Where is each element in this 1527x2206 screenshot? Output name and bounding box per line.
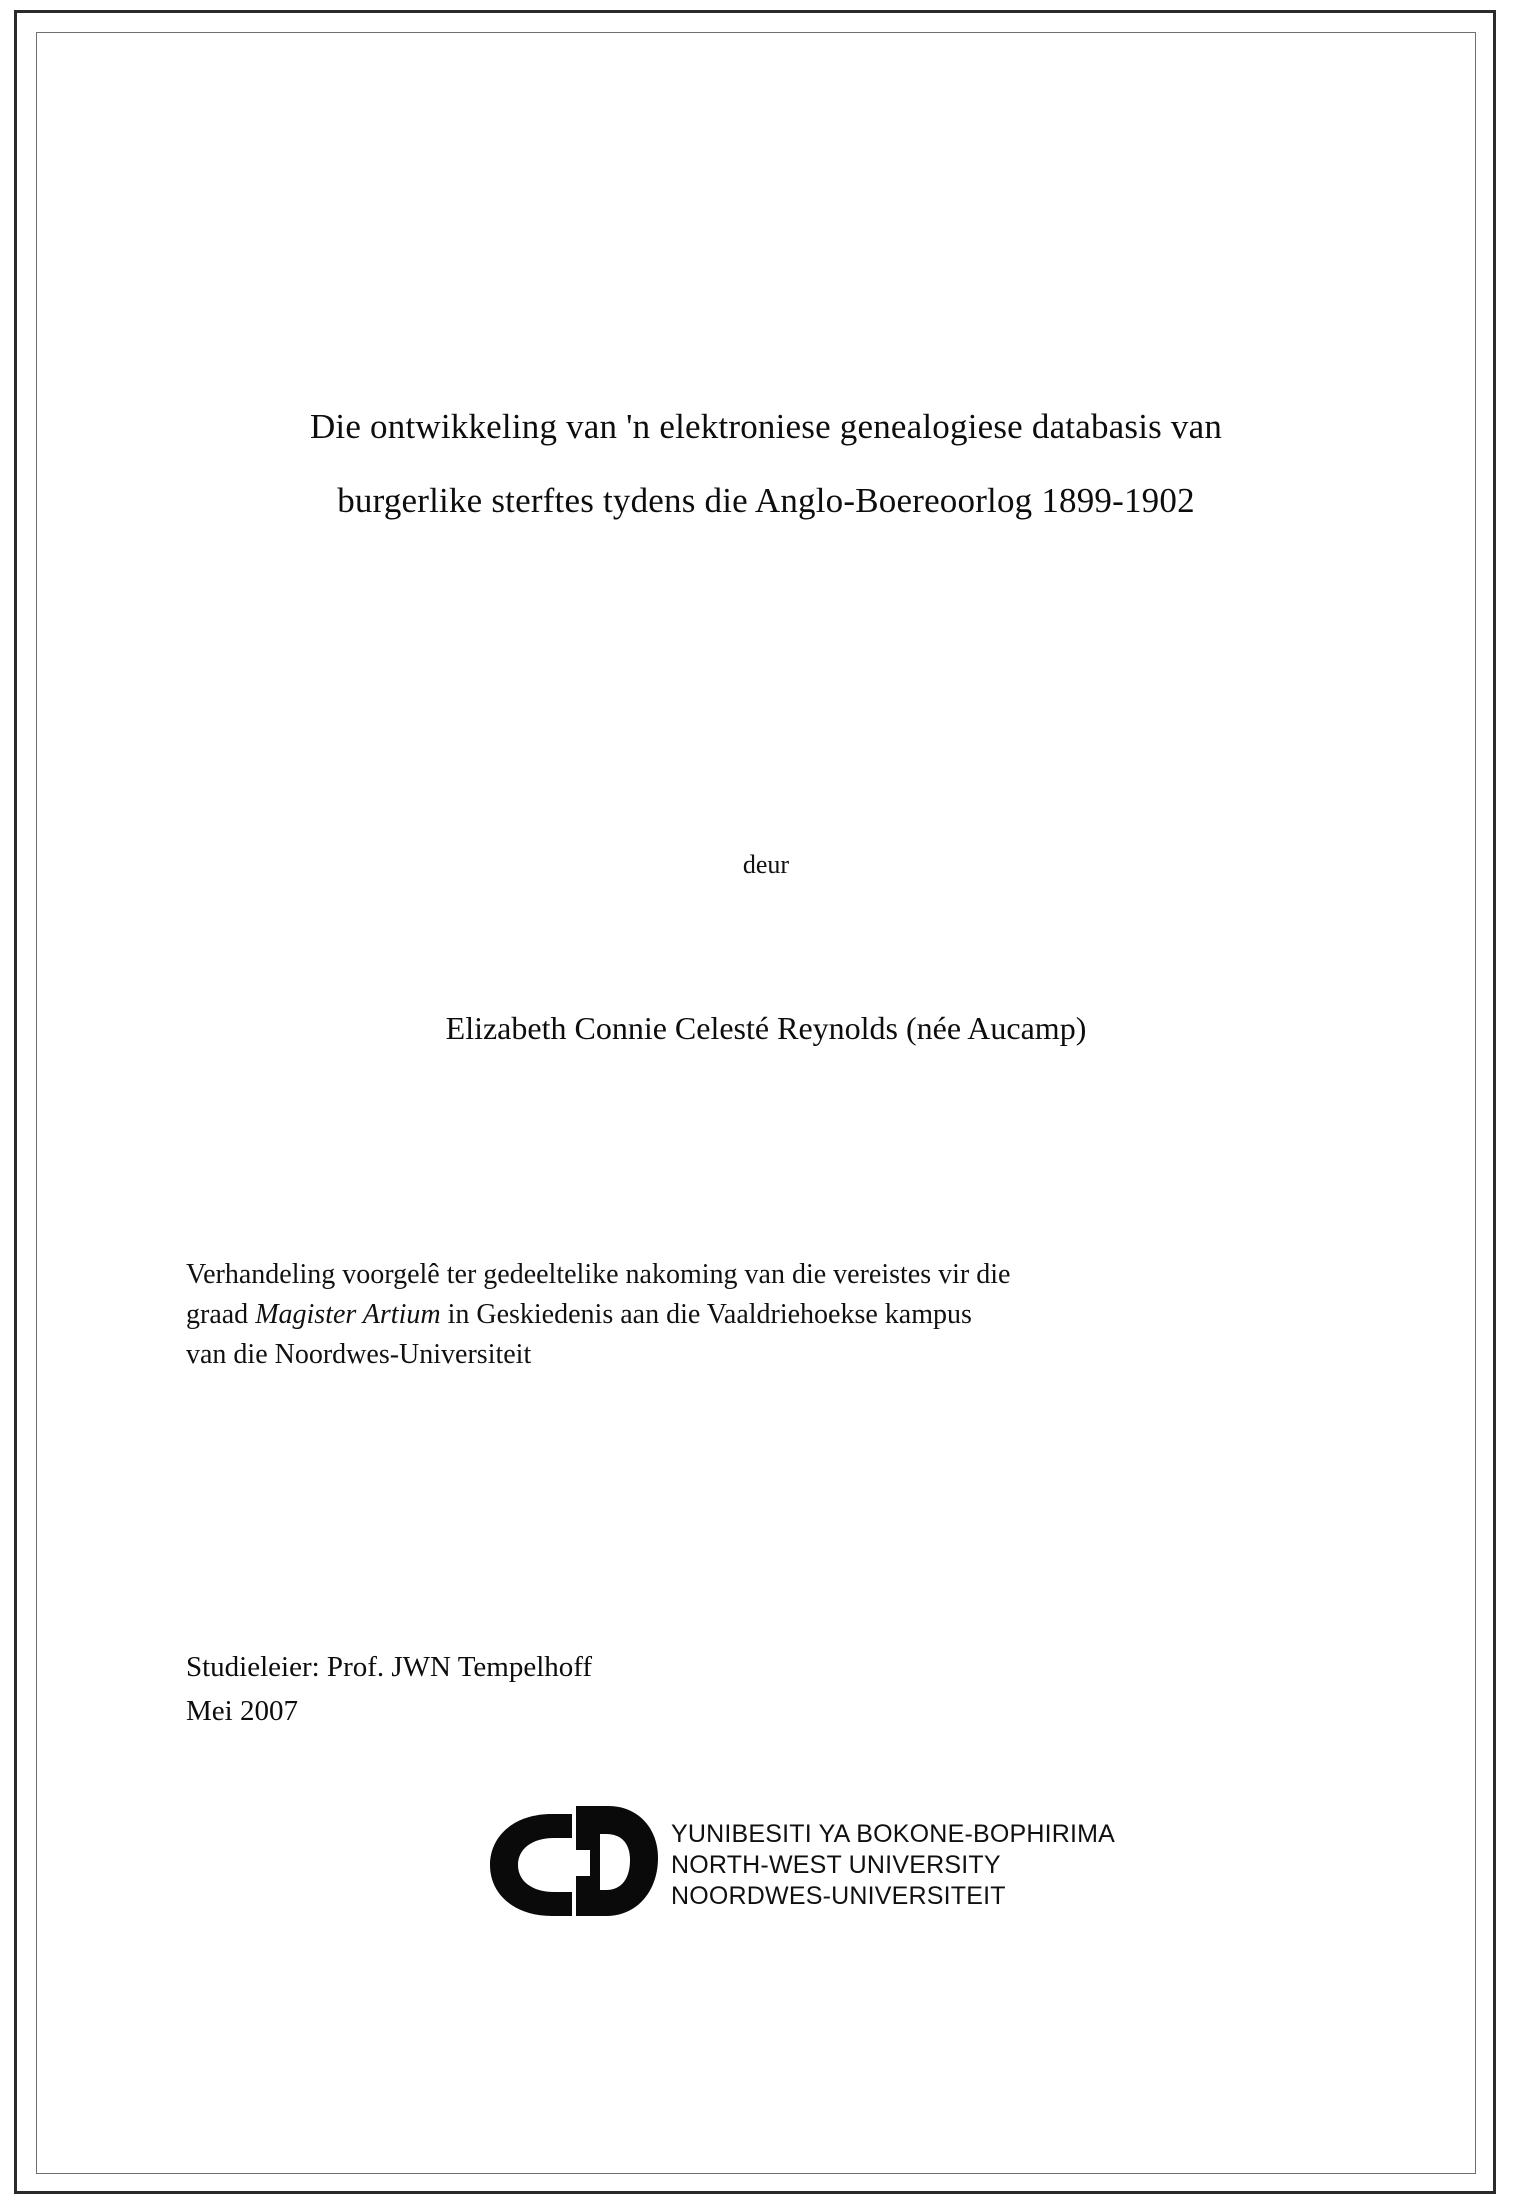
degree-statement — [186, 1255, 1341, 1375]
university-logo-text — [671, 1819, 1115, 1912]
degree-name: Magister Artium — [255, 1299, 441, 1330]
north-west-university-logo-icon — [480, 1806, 665, 1924]
footer-details — [186, 1645, 1086, 1733]
page-content — [150, 60, 1370, 2120]
logo-text-line-1: YUNIBESITI YA BOKONE-BOPHIRIMA — [671, 1819, 1116, 1848]
title-line-1: Die ontwikkeling van 'n elektroniese genealogiese databasis van — [309, 407, 1223, 446]
statement-line-1: Verhandeling voorgelê ter gedeeltelike nakoming van die vereistes vir die — [186, 1259, 1011, 1290]
title-line-2: burgerlike sterftes tydens die Anglo-Boereoorlog 1899-1902 — [337, 481, 1195, 520]
university-logo — [480, 1800, 1180, 1930]
statement-line-3: van die Noordwes-Universiteit — [186, 1339, 532, 1370]
page-title — [176, 390, 1356, 538]
by-label: deur — [742, 850, 790, 879]
logo-text-line-3: NOORDWES-UNIVERSITEIT — [671, 1881, 1006, 1910]
logo-text-line-2: NORTH-WEST UNIVERSITY — [671, 1850, 1001, 1879]
statement-line-2 — [186, 1295, 1341, 1335]
supervisor-line: Studieleier: Prof. JWN Tempelhoff — [186, 1651, 593, 1683]
author-name: Elizabeth Connie Celesté Reynolds (née Aucamp) — [445, 1010, 1087, 1046]
statement-line-2-suffix: in Geskiedenis aan die Vaaldriehoekse kampus — [440, 1299, 972, 1330]
date-line: Mei 2007 — [186, 1695, 298, 1727]
statement-line-2-prefix: graad — [186, 1299, 256, 1330]
